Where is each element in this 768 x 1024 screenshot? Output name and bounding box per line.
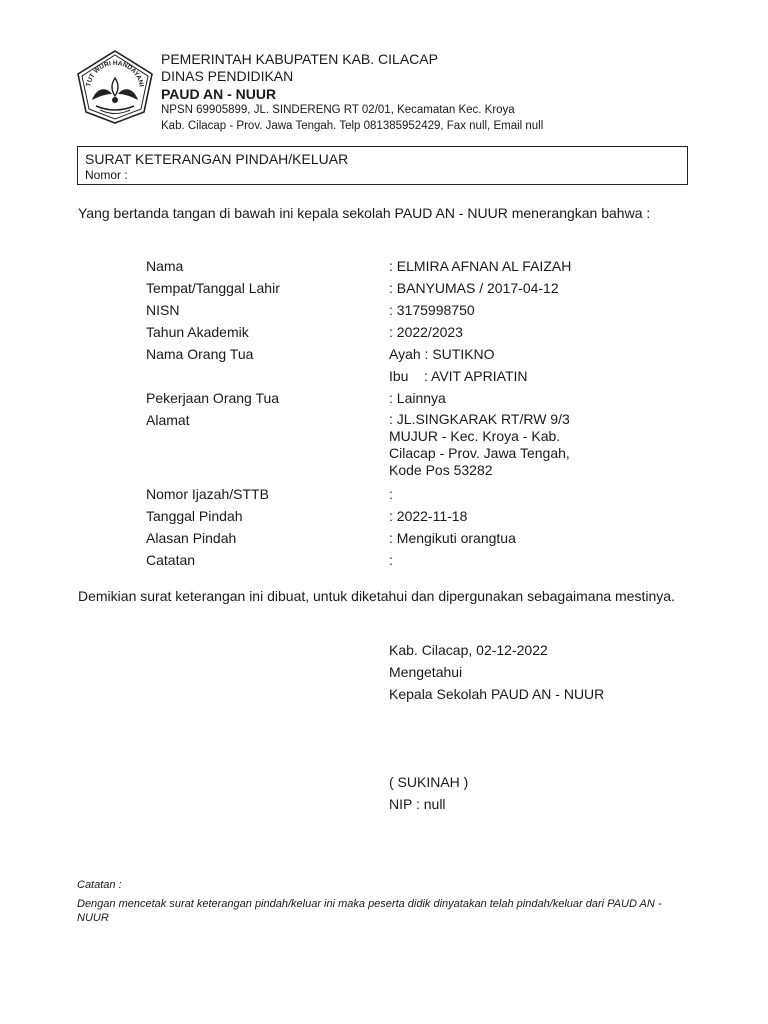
letterhead [161, 51, 543, 134]
field-label-ijazah: Nomor Ijazah/STTB [146, 486, 269, 502]
field-value-ttl: : BANYUMAS / 2017-04-12 [389, 280, 559, 296]
department-name: DINAS PENDIDIKAN [161, 68, 294, 84]
field-label-ortu: Nama Orang Tua [146, 346, 254, 362]
signatory-nip: NIP : null [389, 796, 446, 812]
field-label-ttl: Tempat/Tanggal Lahir [146, 280, 280, 296]
school-address-line2: Kab. Cilacap - Prov. Jawa Tengah. Telp 081385952429, Fax null, Email null [161, 119, 544, 132]
field-label-alasan: Alasan Pindah [146, 530, 237, 546]
signature-place-date: Kab. Cilacap, 02-12-2022 [389, 642, 548, 658]
alamat-line2: MUJUR - Kec. Kroya - Kab. [389, 428, 561, 444]
signature-position: Kepala Sekolah PAUD AN - NUUR [389, 686, 605, 702]
note-text: Dengan mencetak surat keterangan pindah/keluar ini maka peserta didik dinyatakan telah pindah/keluar dari PAUD AN - NUUR [77, 898, 662, 924]
signatory-name: ( SUKINAH ) [389, 774, 469, 790]
field-value-alasan: : Mengikuti orangtua [389, 530, 516, 546]
alamat-line4: Kode Pos 53282 [389, 462, 493, 478]
field-value-tanggal-pindah: : 2022-11-18 [389, 508, 468, 524]
government-name: PEMERINTAH KABUPATEN KAB. CILACAP [161, 51, 438, 67]
document-number: Nomor : [85, 168, 128, 182]
field-label-tanggal-pindah: Tanggal Pindah [146, 508, 243, 524]
tut-wuri-handayani-logo [76, 50, 154, 124]
field-label-tahun: Tahun Akademik [146, 324, 249, 340]
field-value-ijazah: : [389, 486, 393, 502]
field-value-catatan: : [389, 552, 393, 568]
field-label-nisn: NISN [146, 302, 180, 318]
field-label-catatan: Catatan [146, 552, 196, 568]
field-label-alamat: Alamat [146, 412, 190, 428]
field-value-pekerjaan: : Lainnya [389, 390, 446, 406]
field-value-ayah: Ayah : SUTIKNO [389, 346, 495, 362]
document-title: SURAT KETERANGAN PINDAH/KELUAR [85, 151, 349, 167]
intro-paragraph: Yang bertanda tangan di bawah ini kepala sekolah PAUD AN - NUUR menerangkan bahwa : [78, 205, 651, 221]
logo-motto: TUT WURI HANDAYANI [85, 59, 145, 88]
school-name: PAUD AN - NUUR [161, 86, 277, 102]
alamat-line3: Cilacap - Prov. Jawa Tengah, [389, 445, 570, 461]
closing-paragraph: Demikian surat keterangan ini dibuat, untuk diketahui dan dipergunakan sebagaimana mestinya. [78, 588, 675, 604]
school-address-line1: NPSN 69905899, JL. SINDERENG RT 02/01, Kecamatan Kec. Kroya [161, 104, 515, 116]
alamat-line1: : JL.SINGKARAK RT/RW 9/3 [389, 411, 570, 427]
field-value-ibu: Ibu : AVIT APRIATIN [389, 368, 528, 384]
field-value-alamat [389, 411, 570, 479]
document-title-box [77, 146, 688, 185]
note-label: Catatan : [77, 879, 122, 891]
signature-mengetahui: Mengetahui [389, 664, 463, 680]
field-value-nama: : ELMIRA AFNAN AL FAIZAH [389, 258, 572, 274]
field-value-nisn: : 3175998750 [389, 302, 475, 318]
field-label-nama: Nama [146, 258, 184, 274]
field-label-pekerjaan: Pekerjaan Orang Tua [146, 390, 280, 406]
field-value-tahun: : 2022/2023 [389, 324, 463, 340]
